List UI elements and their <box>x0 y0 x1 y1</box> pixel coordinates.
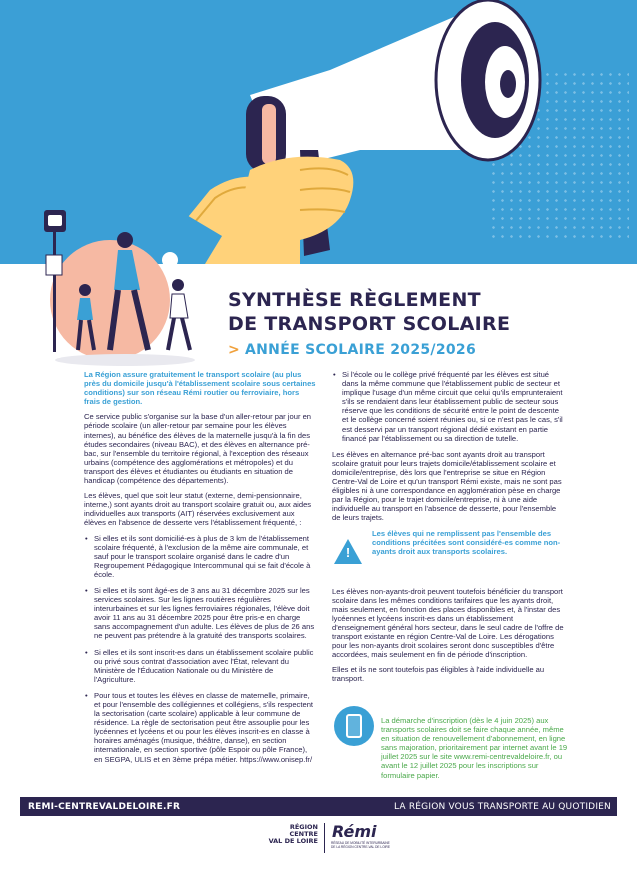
warning-notice <box>332 529 564 579</box>
conditions-list <box>84 534 316 764</box>
family-illustration <box>30 210 210 375</box>
list-item: • Si elles et ils sont domicilié-es à plus de 3 km de l'établissement scolaire fréquenté, à l'exclusion de la même aire communale, et sauf pour le transport scolaire organisé dans le cadre d'un Regroupement Pédagogique Intercommunal qui se fait d'école à école. <box>84 534 316 579</box>
left-column <box>84 370 316 771</box>
paragraph-eligibility: Les élèves, quel que soit leur statut (externe, demi-pensionnaire, interne,) sont ayants droit au transport scolaire gratuit ou, aux aides individuelles aux transports (AIT) réservées exclusivement aux élèves en l'absence de desserte vers l'établissement fréquenté, : <box>84 491 312 528</box>
subtitle-text: ANNÉE SCOLAIRE 2025/2026 <box>245 342 476 358</box>
title-block <box>228 288 628 358</box>
slogan: LA RÉGION VOUS TRANSPORTE AU QUOTIDIEN <box>394 801 611 812</box>
paragraph-alternance: Les élèves en alternance pré-bac sont ayants droit au transport scolaire gratuit pour leurs trajets domicile/établissement scolaire et domicile/entreprise, dès lors que l'entreprise se situe en Région Centre-Val de Loire et qu'un transport Rémi existe, mais ne sont pas éligibles ni à une correspondance en agglomération pèse en charge par la Région, pour le trajet domicile/entreprise, ni à une aide individuelle au transport en l'absence de desserte, pour l'ensemble de leurs trajets. <box>332 449 562 523</box>
paragraph-aide-individuelle: Elles et ils ne sont toutefois pas éligibles à l'aide individuelle au transport. <box>332 665 545 684</box>
logo-divider <box>324 823 325 853</box>
paragraph-service: Ce service public s'organise sur la base d'un aller-retour par jour en période scolaire (un aller-retour par semaine pour les élèves internes), au bénéfice des élèves de la maternelle jusqu'à la fin des études secondaires (niveau BAC), et des élèves en alternance pré-bac, sur l'ensemble du territoire régional, à l'exception des réseaux urbains (compétence des agglomérations et métropoles) et du transport des élèves et étudiantes ou étudiants en situation de handicap (compétence des départements). <box>84 412 312 486</box>
page-subtitle <box>228 342 628 358</box>
page-title-line-2: DE TRANSPORT SCOLAIRE <box>228 313 511 335</box>
phone-icon <box>334 706 374 746</box>
chevron-right-icon: > <box>228 342 241 358</box>
lead-paragraph: La Région assure gratuitement le transport scolaire (au plus près du domicile jusqu'à l'établissement scolaire sous certaines conditions) sur son réseau Rémi routier ou ferroviaire, hors frais de gestion. <box>84 370 316 407</box>
exclamation-mark: ! <box>345 544 351 560</box>
remi-logo: Rémi <box>332 822 377 841</box>
inscription-notice: La démarche d'inscription (dès le 4 juin 2025) aux transports scolaires doit se faire chaque année, même en situation de renouvellement d'abonnement, en ligne sans majoration, prioritairement par internet avant le 19 juillet 2025 sur le site www.remi-centrevaldeloire.fr, ou avant le 12 juillet 2025 pour les inscriptions sur formulaire papier. <box>381 716 568 780</box>
warning-text: Les élèves qui ne remplissent pas l'ensemble des conditions précitées sont considéré-es comme non-ayants droit aux transports scolaires. <box>372 528 561 556</box>
list-item: • Pour tous et toutes les élèves en classe de maternelle, primaire, et pour l'ensemble des collégiennes et collégiens, s'ils respectent la sectorisation (carte scolaire) applicable à leur commune de résidence. La règle de sectorisation peut être assouplie pour les lycéennes et lycéens et ou pour les élèves inscrit-es en classe à horaires aménagés (musique, théâtre, danse), en section internationale, en section sportive (pôle Espoir ou pôle France), en SEGPA, ULIS et en 3ème prépa métier. https://www.onisep.fr/ <box>84 691 316 764</box>
list-item: • Si elles et ils sont inscrit-es dans un établissement scolaire public ou privé sous contrat d'association avec l'État, relevant du Ministère de l'Éducation Nationale ou du Ministère de l'Agriculture. <box>84 648 316 684</box>
remi-tagline: RÉSEAU DE MOBILITÉ INTERURBAINE DE LA RÉGION CENTRE-VAL DE LOIRE <box>331 841 390 849</box>
region-logo: RÉGION CENTRE VAL DE LOIRE <box>268 823 318 845</box>
conditions-list-continued <box>332 370 564 443</box>
right-column <box>332 370 564 689</box>
page-title-line-1: SYNTHÈSE RÈGLEMENT <box>228 289 481 311</box>
website-link[interactable]: REMI-CENTREVALDELOIRE.FR <box>28 801 181 812</box>
list-item: • Si elles et ils sont âgé-es de 3 ans au 31 décembre 2025 sur les services scolaires. Sur les lignes routières régulières interurbaines et sur les lignes ferroviaires régionales, l'élève doit avoir 11 ans au 31 décembre 2025 pour être pris-e en charge sans accompagnement d'un adulte. Les élèves de plus de 26 ans ne peuvent pas prétendre à la gratuité des transports scolaires. <box>84 586 316 641</box>
paragraph-non-ayants-droit: Les élèves non-ayants-droit peuvent toutefois bénéficier du transport scolaire dans les mêmes conditions tarifaires que les ayants droit, mais seulement, en fonction des places disponibles et, à l'instar des lycéennes et lycéens inscrit-es dans un établissement d'enseignement général hors secteur, dans le seul cadre de l'offre de transport existante en région Centre-Val de Loire. Les dérogations pour les non-ayants droit scolaires seront donc susceptibles d'être accordées, mais seulement en fin de période d'inscription. <box>332 586 564 660</box>
footer-bar <box>20 797 617 816</box>
list-item: • Si l'école ou le collège privé fréquenté par les élèves est situé dans la même commune que l'établissement public de secteur et implique l'usage d'un même circuit que celui qu'ils emprunteraient s'ils se rendaient dans leur établissement public de secteur sous réserve que les conditions de sécurité entre le point de descente et le collège concerné soient réunies ou, si ce n'est pas le cas, s'il est desservi par un transport régional dédié existant en partie financé par l'établissement ou sa direction de tutelle. <box>332 370 564 443</box>
